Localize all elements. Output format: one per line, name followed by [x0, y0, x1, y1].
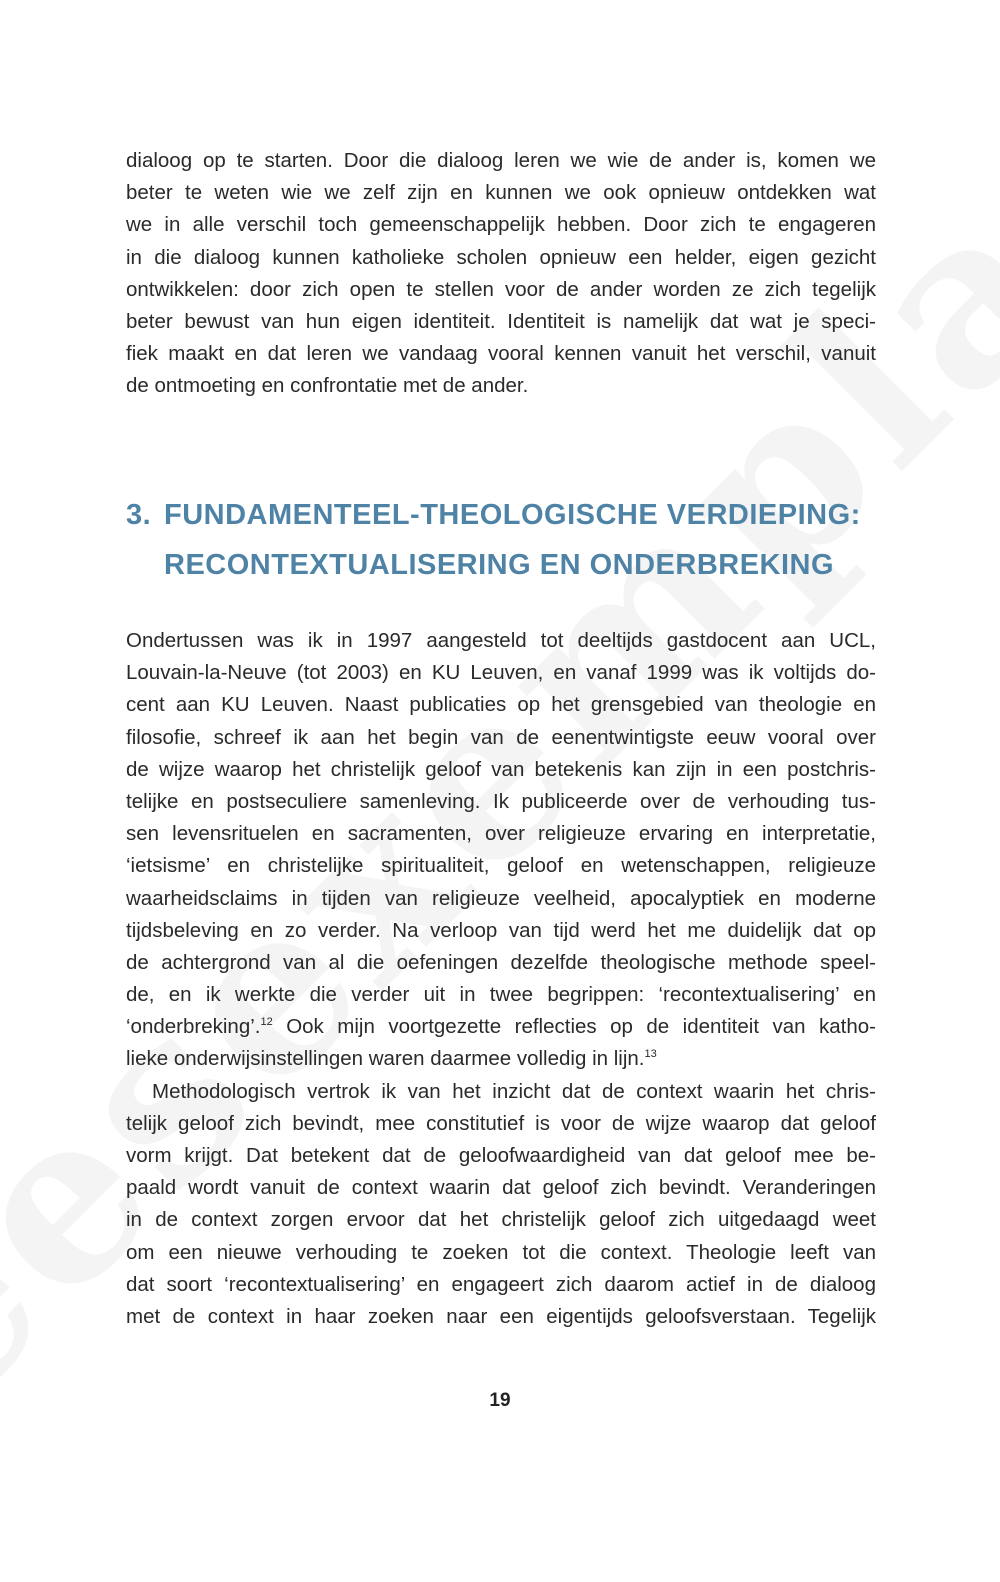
- text-line: fiek maakt en dat leren we vandaag vooral kennen vanuit het verschil, vanuit: [126, 342, 876, 366]
- text-line: telijke en postseculiere samenleving. Ik publiceerde over de verhouding tus-: [126, 789, 876, 813]
- text-line: Ondertussen was ik in 1997 aangesteld tot deeltijds gastdocent aan UCL,: [126, 629, 876, 652]
- text-line: ontwikkelen: door zich open te stellen voor de ander worden ze zich tegelijk: [126, 277, 876, 301]
- text-line: [126, 1043, 876, 1075]
- intro-paragraph: [126, 145, 876, 403]
- text-line: in die dialoog kunnen katholieke scholen opnieuw een helder, eigen gezicht: [126, 245, 876, 269]
- text-line: de wijze waarop het christelijk geloof van betekenis kan zijn in een postchris-: [126, 757, 876, 781]
- text-line: filosofie, schreef ik aan het begin van de eenentwintigste eeuw vooral over: [126, 725, 876, 749]
- footnote-ref-13[interactable]: 13: [644, 1048, 657, 1061]
- text-line: dat soort ‘recontextualisering’ en engageert zich daarom actief in de dialoog: [126, 1272, 876, 1296]
- text-line: om een nieuwe verhouding te zoeken tot die context. Theologie leeft van: [126, 1240, 876, 1264]
- text-line: de, en ik werkte die verder uit in twee begrippen: ‘recontextualisering’ en: [126, 983, 876, 1007]
- section-heading: [126, 490, 886, 590]
- text-line: cent aan KU Leuven. Naast publicaties op het grensgebied van theologie en: [126, 693, 876, 717]
- text-span: Ook mijn voortgezette reflecties op de identiteit van katho-: [272, 1015, 876, 1039]
- body-text: [126, 625, 876, 1333]
- text-span: ‘onderbreking’.: [126, 1015, 261, 1039]
- text-span: lieke onderwijsinstellingen waren daarmee volledig in lijn.: [126, 1047, 645, 1071]
- heading-line-1: [126, 499, 861, 531]
- section-number: 3.: [126, 499, 152, 531]
- text-line: de achtergrond van al die oefeningen dezelfde theologische methode speel-: [126, 950, 876, 974]
- text-line: beter te weten wie we zelf zijn en kunnen we ook opnieuw ontdekken wat: [126, 181, 876, 205]
- text-line: de ontmoeting en confrontatie met de ander.: [126, 374, 529, 398]
- text-line: vorm krijgt. Dat betekent dat de geloofwaardigheid van dat geloof mee be-: [126, 1144, 876, 1167]
- text-line: tijdsbeleving en zo verder. Na verloop van tijd werd het me duidelijk dat op: [126, 918, 876, 942]
- text-line: waarheidsclaims in tijden van religieuze veelheid, apocalyptiek en moderne: [126, 886, 876, 910]
- text-line: in de context zorgen ervoor dat het christelijk geloof zich uitgedaagd weet: [126, 1208, 876, 1232]
- heading-line-2: RECONTEXTUALISERING EN ONDERBREKING: [164, 549, 835, 581]
- text-line: telijk geloof zich bevindt, mee constitutief is voor de wijze waarop dat geloof: [126, 1111, 876, 1135]
- text-line: paald wordt vanuit de context waarin dat geloof zich bevindt. Veranderingen: [126, 1176, 876, 1200]
- text-line: met de context in haar zoeken naar een eigentijds geloofsverstaan. Tegelijk: [126, 1304, 876, 1328]
- page-number: 19: [489, 1390, 511, 1411]
- text-line: beter bewust van hun eigen identiteit. Identiteit is namelijk dat wat je speci-: [126, 309, 876, 333]
- text-line: Louvain-la-Neuve (tot 2003) en KU Leuven, en vanaf 1999 was ik voltijds do-: [126, 661, 876, 685]
- footnote-ref-12[interactable]: 12: [260, 1016, 273, 1029]
- text-line: ‘ietsisme’ en christelijke spiritualiteit, geloof en wetenschappen, religieuze: [126, 854, 876, 878]
- text-line: dialoog op te starten. Door die dialoog leren we wie de ander is, komen we: [126, 149, 876, 172]
- text-line: sen levensrituelen en sacramenten, over religieuze ervaring en interpretatie,: [126, 822, 876, 846]
- text-line: we in alle verschil toch gemeenschappelijk hebben. Door zich te engageren: [126, 213, 876, 237]
- heading-text-1: FUNDAMENTEEL-THEOLOGISCHE VERDIEPING:: [164, 499, 861, 531]
- text-line: Methodologisch vertrok ik van het inzicht dat de context waarin het chris-: [152, 1079, 876, 1103]
- text-line: [126, 1011, 876, 1043]
